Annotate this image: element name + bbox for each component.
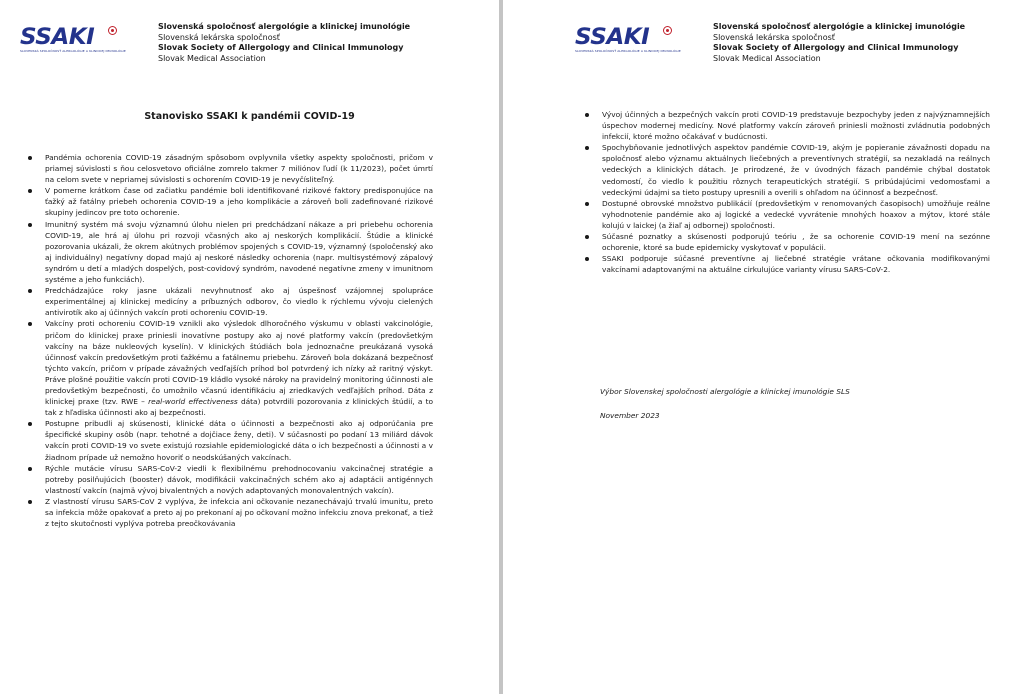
logo-text: SSAKI [575, 25, 650, 50]
document-date: November 2023 [600, 411, 660, 420]
list-item [28, 318, 433, 418]
list-item: Imunitný systém má svoju významnú úlohu nielen pri predchádzaní nákaze a pri priebehu ochorenia COVID-19, ale hrá aj úlohu pri rozvoji včasných ako aj neskorých komplikácií. Štúdie a klinické pozorovania ukázali, že okrem akútnych problémov spojených s COVID-19, významný (spoločenský ako aj individuálny) negatívny dopad majú aj neskoré následky ochorenia (napr. multisystémový zápalový syndróm u detí a mladých dospelých, post-covidový syndróm, navodené negatívne zmeny v imunitnom systéme a jeho funkciách). [28, 219, 433, 286]
logo-mark-icon [108, 26, 117, 35]
org-name-en: Slovak Society of Allergology and Clinical Immunology [713, 43, 959, 52]
list-item: Vývoj účinných a bezpečných vakcín proti COVID-19 predstavuje bezpochyby jeden z najvýznamnejších úspechov modernej medicíny. Nové platformy vakcín zároveň priniesli možnosti zvládnutia podobných infekcií, ktoré možno očakávať v budúcnosti. [585, 109, 990, 142]
organization-block [158, 22, 478, 64]
signature-committee: Výbor Slovenskej spoločnosti alergológie a klinickej imunológie SLS [600, 387, 850, 396]
org-parent-en: Slovak Medical Association [158, 53, 266, 63]
list-item: Postupne pribudli aj skúsenosti, klinické dáta o účinnosti a bezpečnosti ako aj odporúčania pre špecifické skupiny osôb (napr. tehotné a dojčiace ženy, deti). V súčasnosti po podaní 13 miliárd dávok vakcín proti COVID-19 vo svete existujú rozsiahle epidemiologické dáta o ich bezpečnosti a účinnosti a v žiadnom prípade už nemožno hovoriť o neodskúšaných vakcínach. [28, 418, 433, 462]
organization-block [713, 22, 1024, 64]
logo-text: SSAKI [20, 25, 95, 50]
list-item-text: Vakcíny proti ochoreniu COVID-19 vznikli ako výsledok dlhoročného výskumu v oblasti vakcinológie, pričom do klinickej praxe priniesli inovatívne postupy ako aj nové platformy vakcín (predovšetkým vakcíny na báze nukleových kyselín). V klinických štúdiách bola jednoznačne preukázaná vysoká účinnosť vakcín predovšetkým proti ťažkému a fatálnemu priebehu. Zároveň bola dokázaná bezpečnosť týchto vakcín, pričom v prípade závažných vedľajších príhod bol potvrdený ich nízky až raritný výskyt. Práve plošné použitie vakcín proti COVID-19 kládlo vysoké nároky na pravidelný monitoring účinnosti ale predovšetkým bezpečnosti, čo umožnilo včasnú identifikáciu aj zriedkavých vedľajších príhod. Dáta z klinickej praxe (tzv. RWE – [45, 319, 433, 407]
org-parent-en: Slovak Medical Association [713, 53, 821, 63]
logo-subtitle: SLOVENSKÁ SPOLOČNOSŤ ALERGOLÓGIE A KLINICKEJ IMUNOLÓGIE [575, 49, 681, 53]
list-item-text-tail: dáta) potvrdili pozorovania z klinických štúdií, a to tak z hľadiska účinnosti ako aj bezpečnosti. [45, 397, 433, 418]
list-item: SSAKI podporuje súčasné preventívne aj liečebné stratégie vrátane očkovania modifikovanými vakcínami adaptovanými na aktuálne cirkulujúce varianty vírusu SARS-CoV-2. [585, 253, 990, 275]
logo-subtitle: SLOVENSKÁ SPOLOČNOSŤ ALERGOLÓGIE A KLINICKEJ IMUNOLÓGIE [20, 49, 126, 53]
rwe-italic-term: real-world effectiveness [148, 397, 238, 407]
list-item: Súčasné poznatky a skúsenosti podporujú teóriu , že sa ochorenie COVID-19 mení na sezónne ochorenie, ktoré sa bude epidemicky vyskytovať v populácii. [585, 231, 990, 253]
document-title: Stanovisko SSAKI k pandémii COVID-19 [144, 111, 355, 122]
document-page-right [503, 0, 1024, 694]
list-item: V pomerne krátkom čase od začiatku pandémie boli identifikované rizikové faktory predisponujúce na ťažký až fatálny priebeh ochorenia COVID-19 a jeho komplikácie a zároveň boli zadefinované rizikové skupiny jedincov pre toto ochorenie. [28, 185, 433, 218]
list-item: Z vlastností vírusu SARS-CoV 2 vyplýva, že infekcia ani očkovanie nezanechávajú trvalú imunitu, preto sa infekcia môže opakovať a preto aj po prekonaní aj po očkovaní možno infekciu znova prekonať, a tiež z tejto skutočnosti vyplýva potreba preočkovávania [28, 496, 433, 529]
document-page-left [0, 0, 499, 694]
org-name-sk: Slovenská spoločnosť alergológie a klinickej imunológie [158, 22, 411, 31]
list-item: Predchádzajúce roky jasne ukázali nevyhnutnosť ako aj úspešnosť vzájomnej spolupráce experimentálnej aj klinickej medicíny a príbuzných odborov, čo viedlo k rýchlemu vývoju cielených antivirotík ako aj účinných vakcín proti ochoreniu COVID-19. [28, 285, 433, 318]
list-item: Dostupné obrovské množstvo publikácií (predovšetkým v renomovaných časopisoch) umožňuje reálne vyhodnotenie pandémie ako aj logické a vedecké vyvrátenie mnohých hoaxov a mýtov, ktoré stále kolujú v laickej (a žiaľ aj odbornej) spoločnosti. [585, 198, 990, 231]
ssaki-logo [575, 25, 681, 57]
org-parent-sk: Slovenská lekárska spoločnosť [158, 32, 280, 42]
list-item: Pandémia ochorenia COVID-19 zásadným spôsobom ovplyvnila všetky aspekty spoločnosti, pričom v priamej súvislosti s ňou celosvetovo oficiálne zomrelo takmer 7 miliónov ľudí (k 11/2023), počet úmrtí na celom svete v nepriamej súvislosti s ochorením COVID-19 je nevyčísliteľný. [28, 152, 433, 185]
statement-list [28, 152, 433, 529]
logo-mark-icon [663, 26, 672, 35]
org-parent-sk: Slovenská lekárska spoločnosť [713, 32, 835, 42]
list-item: Spochybňovanie jednotlivých aspektov pandémie COVID-19, akým je popieranie závažnosti dopadu na spoločnosť alebo významu aktuálnych liečebných a preventívnych stratégií, sa nezakladá na reálnych vedeckých a klinických dátach. Je prirodzené, že v úvodných fázach pandémie chýbal dostatok vedomostí, čo viedlo k použitiu rôznych terapeutických stratégií. S pribúdajúcimi vedomosťami a vedeckými údajmi sa tieto postupy upresnili a overili s ohľadom na účinnosť a bezpečnosť. [585, 142, 990, 197]
ssaki-logo [20, 25, 126, 57]
org-name-sk: Slovenská spoločnosť alergológie a klinickej imunológie [713, 22, 966, 31]
statement-list-continued [585, 109, 990, 275]
list-item: Rýchle mutácie vírusu SARS-CoV-2 viedli k flexibilnému prehodnocovaniu vakcinačnej stratégie a potreby posilňujúcich (booster) dávok, modifikácii vakcinačných schém ako aj adaptácii antigénnych vlastností vakcín (najmä vývoj bivalentných a nových adaptovaných monovalentných vakcín). [28, 463, 433, 496]
org-name-en: Slovak Society of Allergology and Clinical Immunology [158, 43, 404, 52]
